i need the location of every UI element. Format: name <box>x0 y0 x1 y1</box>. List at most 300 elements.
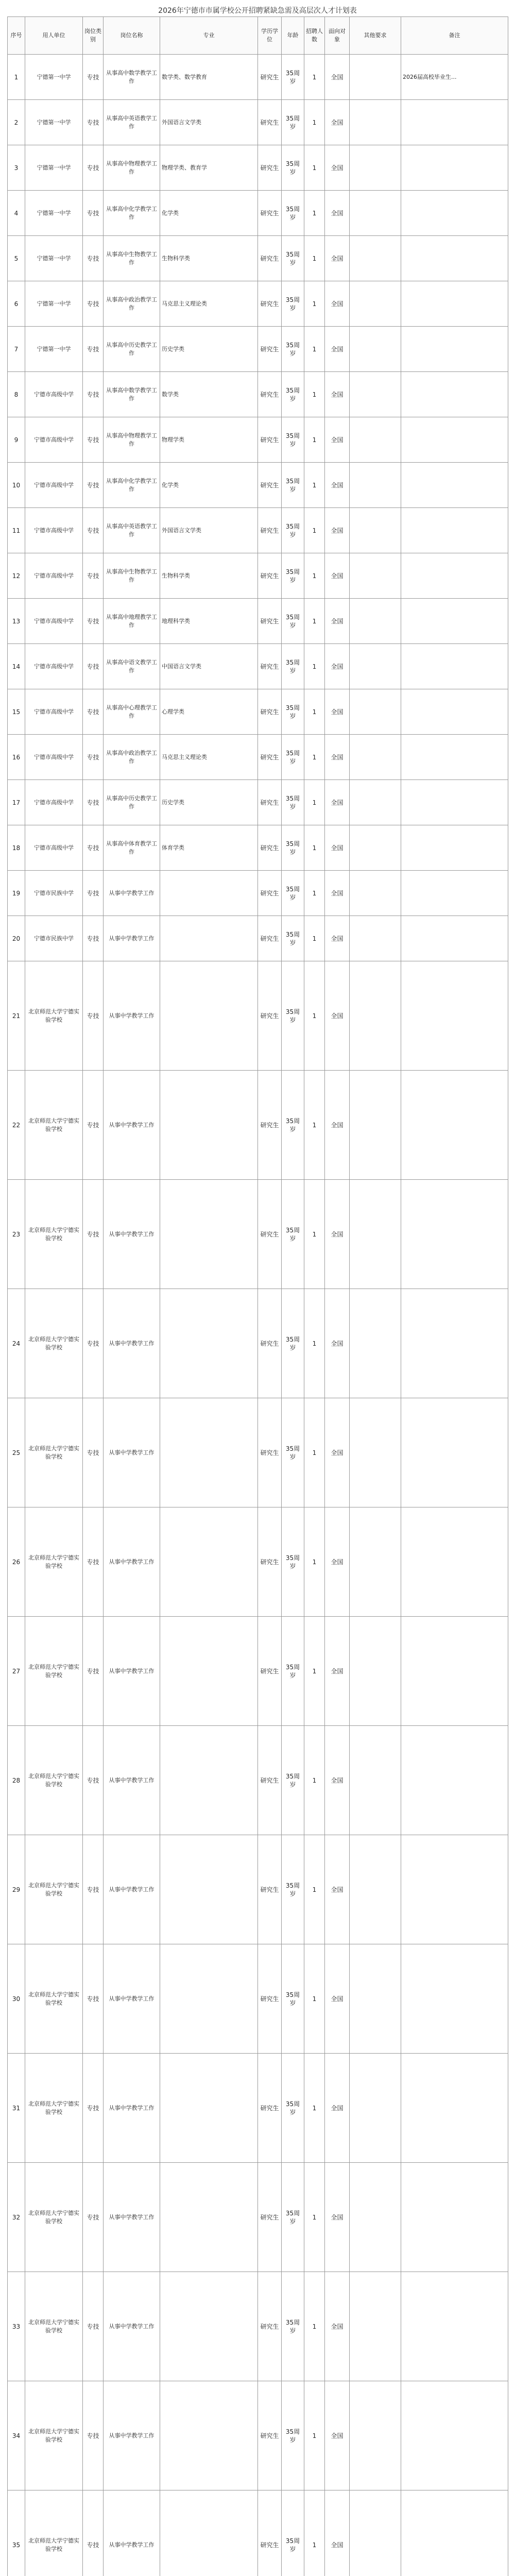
recruitment-table <box>7 16 508 2576</box>
cell-unit: 宁德市民族中学 <box>25 871 83 916</box>
cell-num: 1 <box>304 780 325 825</box>
cell-no: 23 <box>8 1180 25 1289</box>
table-row <box>8 2272 508 2381</box>
cell-num: 1 <box>304 553 325 599</box>
cell-cat: 专技 <box>83 1726 104 1835</box>
cell-note <box>401 961 508 1071</box>
cell-major <box>160 2163 258 2272</box>
cell-req <box>350 1289 401 1398</box>
cell-post: 从事中学教学工作 <box>104 1507 160 1617</box>
cell-note <box>401 1071 508 1180</box>
cell-num: 1 <box>304 689 325 735</box>
cell-cat: 专技 <box>83 599 104 644</box>
cell-major <box>160 1071 258 1180</box>
cell-unit: 宁德市民族中学 <box>25 916 83 961</box>
table-row <box>8 2054 508 2163</box>
cell-major <box>160 1507 258 1617</box>
cell-target: 全国 <box>325 508 350 553</box>
cell-major <box>160 1398 258 1507</box>
cell-edu: 研究生 <box>258 1289 282 1398</box>
cell-note <box>401 463 508 508</box>
cell-major <box>160 2381 258 2490</box>
cell-age: 35周岁 <box>282 780 304 825</box>
cell-target: 全国 <box>325 281 350 327</box>
cell-post: 从事高中英语教学工作 <box>104 508 160 553</box>
cell-age: 35周岁 <box>282 327 304 372</box>
cell-note <box>401 100 508 145</box>
table-row <box>8 2490 508 2576</box>
cell-target: 全国 <box>325 1835 350 1944</box>
cell-num: 1 <box>304 417 325 463</box>
cell-age: 35周岁 <box>282 689 304 735</box>
cell-edu: 研究生 <box>258 508 282 553</box>
cell-note <box>401 871 508 916</box>
cell-target: 全国 <box>325 780 350 825</box>
cell-age: 35周岁 <box>282 1180 304 1289</box>
cell-age: 35周岁 <box>282 2163 304 2272</box>
cell-major <box>160 1180 258 1289</box>
cell-note <box>401 1180 508 1289</box>
cell-unit: 宁德第一中学 <box>25 281 83 327</box>
header-cell: 岗位名称 <box>104 17 160 55</box>
cell-cat: 专技 <box>83 2272 104 2381</box>
table-row <box>8 1398 508 1507</box>
cell-edu: 研究生 <box>258 55 282 100</box>
cell-cat: 专技 <box>83 1835 104 1944</box>
cell-target: 全国 <box>325 599 350 644</box>
cell-unit: 北京师范大学宁德实验学校 <box>25 1617 83 1726</box>
cell-note <box>401 191 508 236</box>
cell-num: 1 <box>304 1507 325 1617</box>
cell-unit: 北京师范大学宁德实验学校 <box>25 1507 83 1617</box>
cell-cat: 专技 <box>83 825 104 871</box>
cell-major: 心理学类 <box>160 689 258 735</box>
cell-no: 19 <box>8 871 25 916</box>
table-row <box>8 327 508 372</box>
cell-req <box>350 780 401 825</box>
cell-target: 全国 <box>325 236 350 281</box>
cell-no: 21 <box>8 961 25 1071</box>
cell-cat: 专技 <box>83 100 104 145</box>
cell-age: 35周岁 <box>282 463 304 508</box>
cell-post: 从事中学教学工作 <box>104 1726 160 1835</box>
cell-note <box>401 916 508 961</box>
cell-major: 外国语言文学类 <box>160 100 258 145</box>
cell-target: 全国 <box>325 191 350 236</box>
table-row <box>8 735 508 780</box>
cell-major <box>160 871 258 916</box>
cell-num: 1 <box>304 2163 325 2272</box>
cell-unit: 北京师范大学宁德实验学校 <box>25 1289 83 1398</box>
cell-age: 35周岁 <box>282 1944 304 2054</box>
cell-major <box>160 1944 258 2054</box>
document-title: 2026年宁德市市属学校公开招聘紧缺急需及高层次人才计划表 <box>158 7 357 15</box>
cell-edu: 研究生 <box>258 372 282 417</box>
cell-age: 35周岁 <box>282 644 304 689</box>
cell-unit: 北京师范大学宁德实验学校 <box>25 1944 83 2054</box>
cell-unit: 宁德市高级中学 <box>25 780 83 825</box>
header-cell: 年龄 <box>282 17 304 55</box>
cell-cat: 专技 <box>83 372 104 417</box>
table-row <box>8 644 508 689</box>
cell-edu: 研究生 <box>258 1507 282 1617</box>
cell-target: 全国 <box>325 644 350 689</box>
cell-note <box>401 236 508 281</box>
cell-unit: 宁德第一中学 <box>25 100 83 145</box>
cell-major: 物理学类、教育学 <box>160 145 258 191</box>
cell-req <box>350 916 401 961</box>
cell-cat: 专技 <box>83 871 104 916</box>
cell-post: 从事中学教学工作 <box>104 1617 160 1726</box>
cell-major: 体育学类 <box>160 825 258 871</box>
cell-major <box>160 1289 258 1398</box>
table-row <box>8 1507 508 1617</box>
cell-edu: 研究生 <box>258 417 282 463</box>
cell-note <box>401 508 508 553</box>
table-row <box>8 689 508 735</box>
cell-num: 1 <box>304 2272 325 2381</box>
cell-post: 从事中学教学工作 <box>104 2490 160 2576</box>
cell-no: 31 <box>8 2054 25 2163</box>
cell-unit: 宁德市高级中学 <box>25 417 83 463</box>
cell-cat: 专技 <box>83 145 104 191</box>
cell-cat: 专技 <box>83 916 104 961</box>
cell-major: 马克思主义理论类 <box>160 735 258 780</box>
cell-no: 18 <box>8 825 25 871</box>
cell-edu: 研究生 <box>258 689 282 735</box>
cell-target: 全国 <box>325 55 350 100</box>
header-cell: 序号 <box>8 17 25 55</box>
header-cell: 用人单位 <box>25 17 83 55</box>
cell-req <box>350 55 401 100</box>
cell-no: 29 <box>8 1835 25 1944</box>
cell-target: 全国 <box>325 1944 350 2054</box>
cell-major: 外国语言文学类 <box>160 508 258 553</box>
cell-major <box>160 961 258 1071</box>
cell-post: 从事高中生物教学工作 <box>104 553 160 599</box>
cell-req <box>350 2163 401 2272</box>
cell-target: 全国 <box>325 1726 350 1835</box>
cell-no: 9 <box>8 417 25 463</box>
cell-edu: 研究生 <box>258 735 282 780</box>
cell-req <box>350 689 401 735</box>
cell-post: 从事高中语文教学工作 <box>104 644 160 689</box>
cell-req <box>350 145 401 191</box>
cell-target: 全国 <box>325 2163 350 2272</box>
cell-num: 1 <box>304 236 325 281</box>
header-cell: 岗位类别 <box>83 17 104 55</box>
cell-num: 1 <box>304 916 325 961</box>
cell-target: 全国 <box>325 1507 350 1617</box>
cell-edu: 研究生 <box>258 2163 282 2272</box>
cell-age: 35周岁 <box>282 236 304 281</box>
cell-cat: 专技 <box>83 1071 104 1180</box>
table-row <box>8 599 508 644</box>
cell-post: 从事高中历史教学工作 <box>104 327 160 372</box>
cell-target: 全国 <box>325 1617 350 1726</box>
cell-no: 3 <box>8 145 25 191</box>
cell-no: 17 <box>8 780 25 825</box>
cell-unit: 宁德第一中学 <box>25 145 83 191</box>
cell-no: 4 <box>8 191 25 236</box>
cell-cat: 专技 <box>83 508 104 553</box>
header-cell: 面向对象 <box>325 17 350 55</box>
cell-num: 1 <box>304 100 325 145</box>
cell-req <box>350 599 401 644</box>
cell-edu: 研究生 <box>258 644 282 689</box>
cell-edu: 研究生 <box>258 2272 282 2381</box>
cell-unit: 北京师范大学宁德实验学校 <box>25 2054 83 2163</box>
cell-post: 从事高中英语教学工作 <box>104 100 160 145</box>
cell-req <box>350 281 401 327</box>
cell-target: 全国 <box>325 372 350 417</box>
cell-edu: 研究生 <box>258 145 282 191</box>
cell-cat: 专技 <box>83 2054 104 2163</box>
table-row <box>8 191 508 236</box>
cell-edu: 研究生 <box>258 599 282 644</box>
table-row <box>8 2381 508 2490</box>
cell-note <box>401 2272 508 2381</box>
table-row <box>8 508 508 553</box>
table-row <box>8 145 508 191</box>
cell-cat: 专技 <box>83 1617 104 1726</box>
cell-req <box>350 644 401 689</box>
cell-post: 从事中学教学工作 <box>104 1289 160 1398</box>
cell-age: 35周岁 <box>282 1726 304 1835</box>
cell-post: 从事中学教学工作 <box>104 871 160 916</box>
cell-note <box>401 1289 508 1398</box>
cell-no: 28 <box>8 1726 25 1835</box>
cell-unit: 北京师范大学宁德实验学校 <box>25 1071 83 1180</box>
cell-no: 16 <box>8 735 25 780</box>
cell-cat: 专技 <box>83 735 104 780</box>
cell-post: 从事高中化学教学工作 <box>104 191 160 236</box>
cell-post: 从事中学教学工作 <box>104 1398 160 1507</box>
cell-req <box>350 961 401 1071</box>
cell-post: 从事中学教学工作 <box>104 1835 160 1944</box>
cell-age: 35周岁 <box>282 2490 304 2576</box>
cell-req <box>350 1180 401 1289</box>
cell-req <box>350 1617 401 1726</box>
cell-num: 1 <box>304 463 325 508</box>
cell-unit: 北京师范大学宁德实验学校 <box>25 1726 83 1835</box>
cell-age: 35周岁 <box>282 1398 304 1507</box>
cell-unit: 北京师范大学宁德实验学校 <box>25 961 83 1071</box>
cell-age: 35周岁 <box>282 55 304 100</box>
header-cell: 学历学位 <box>258 17 282 55</box>
cell-major: 生物科学类 <box>160 553 258 599</box>
cell-note <box>401 1507 508 1617</box>
cell-target: 全国 <box>325 825 350 871</box>
cell-note <box>401 735 508 780</box>
table-row <box>8 372 508 417</box>
cell-major <box>160 1617 258 1726</box>
cell-edu: 研究生 <box>258 1398 282 1507</box>
cell-num: 1 <box>304 961 325 1071</box>
cell-no: 7 <box>8 327 25 372</box>
cell-edu: 研究生 <box>258 191 282 236</box>
cell-post: 从事中学教学工作 <box>104 2054 160 2163</box>
cell-major <box>160 1835 258 1944</box>
cell-req <box>350 236 401 281</box>
cell-post: 从事高中地理教学工作 <box>104 599 160 644</box>
cell-req <box>350 1944 401 2054</box>
cell-edu: 研究生 <box>258 1071 282 1180</box>
cell-req <box>350 1726 401 1835</box>
cell-note: 2026届高校毕业生... <box>401 55 508 100</box>
cell-post: 从事高中化学教学工作 <box>104 463 160 508</box>
cell-edu: 研究生 <box>258 2381 282 2490</box>
cell-req <box>350 735 401 780</box>
cell-num: 1 <box>304 871 325 916</box>
cell-req <box>350 2490 401 2576</box>
cell-unit: 宁德市高级中学 <box>25 463 83 508</box>
header-cell: 备注 <box>401 17 508 55</box>
cell-major: 数学类 <box>160 372 258 417</box>
cell-target: 全国 <box>325 1071 350 1180</box>
cell-post: 从事中学教学工作 <box>104 961 160 1071</box>
cell-num: 1 <box>304 825 325 871</box>
cell-unit: 宁德第一中学 <box>25 55 83 100</box>
cell-post: 从事中学教学工作 <box>104 1071 160 1180</box>
cell-num: 1 <box>304 1617 325 1726</box>
header-cell: 专业 <box>160 17 258 55</box>
cell-target: 全国 <box>325 961 350 1071</box>
table-row <box>8 871 508 916</box>
cell-major <box>160 1726 258 1835</box>
cell-post: 从事中学教学工作 <box>104 2163 160 2272</box>
cell-note <box>401 825 508 871</box>
cell-edu: 研究生 <box>258 463 282 508</box>
cell-age: 35周岁 <box>282 735 304 780</box>
cell-num: 1 <box>304 281 325 327</box>
cell-cat: 专技 <box>83 55 104 100</box>
table-row <box>8 1726 508 1835</box>
cell-note <box>401 1835 508 1944</box>
cell-age: 35周岁 <box>282 599 304 644</box>
cell-unit: 北京师范大学宁德实验学校 <box>25 2272 83 2381</box>
cell-num: 1 <box>304 2381 325 2490</box>
cell-age: 35周岁 <box>282 1071 304 1180</box>
cell-post: 从事高中心理教学工作 <box>104 689 160 735</box>
cell-note <box>401 1944 508 2054</box>
table-row <box>8 1835 508 1944</box>
table-row <box>8 55 508 100</box>
cell-no: 32 <box>8 2163 25 2272</box>
cell-note <box>401 1726 508 1835</box>
cell-target: 全国 <box>325 463 350 508</box>
cell-no: 5 <box>8 236 25 281</box>
cell-edu: 研究生 <box>258 100 282 145</box>
cell-age: 35周岁 <box>282 871 304 916</box>
cell-unit: 宁德市高级中学 <box>25 372 83 417</box>
cell-unit: 北京师范大学宁德实验学校 <box>25 2381 83 2490</box>
cell-note <box>401 1617 508 1726</box>
cell-post: 从事中学教学工作 <box>104 1944 160 2054</box>
cell-num: 1 <box>304 644 325 689</box>
cell-req <box>350 871 401 916</box>
cell-target: 全国 <box>325 689 350 735</box>
cell-target: 全国 <box>325 2490 350 2576</box>
cell-post: 从事高中数学教学工作 <box>104 372 160 417</box>
cell-unit: 宁德市高级中学 <box>25 508 83 553</box>
cell-num: 1 <box>304 1835 325 1944</box>
cell-major <box>160 916 258 961</box>
cell-age: 35周岁 <box>282 508 304 553</box>
cell-num: 1 <box>304 2054 325 2163</box>
cell-post: 从事中学教学工作 <box>104 2381 160 2490</box>
table-row <box>8 1289 508 1398</box>
cell-note <box>401 644 508 689</box>
table-row <box>8 1617 508 1726</box>
cell-post: 从事高中物理教学工作 <box>104 417 160 463</box>
cell-unit: 宁德市高级中学 <box>25 553 83 599</box>
cell-edu: 研究生 <box>258 780 282 825</box>
cell-target: 全国 <box>325 871 350 916</box>
cell-cat: 专技 <box>83 236 104 281</box>
cell-major: 生物科学类 <box>160 236 258 281</box>
cell-target: 全国 <box>325 2272 350 2381</box>
cell-target: 全国 <box>325 417 350 463</box>
cell-note <box>401 327 508 372</box>
cell-unit: 宁德市高级中学 <box>25 689 83 735</box>
cell-edu: 研究生 <box>258 1180 282 1289</box>
cell-num: 1 <box>304 599 325 644</box>
table-row <box>8 100 508 145</box>
table-row <box>8 236 508 281</box>
cell-num: 1 <box>304 1726 325 1835</box>
cell-age: 35周岁 <box>282 145 304 191</box>
cell-unit: 宁德市高级中学 <box>25 644 83 689</box>
table-row <box>8 1071 508 1180</box>
cell-note <box>401 689 508 735</box>
cell-no: 2 <box>8 100 25 145</box>
cell-cat: 专技 <box>83 463 104 508</box>
cell-edu: 研究生 <box>258 2490 282 2576</box>
cell-major: 历史学类 <box>160 780 258 825</box>
cell-cat: 专技 <box>83 417 104 463</box>
cell-note <box>401 2054 508 2163</box>
cell-no: 35 <box>8 2490 25 2576</box>
cell-age: 35周岁 <box>282 553 304 599</box>
cell-post: 从事高中政治教学工作 <box>104 735 160 780</box>
cell-post: 从事高中政治教学工作 <box>104 281 160 327</box>
cell-unit: 宁德市高级中学 <box>25 735 83 780</box>
table-row <box>8 825 508 871</box>
cell-no: 20 <box>8 916 25 961</box>
table-row <box>8 1944 508 2054</box>
cell-target: 全国 <box>325 2054 350 2163</box>
cell-num: 1 <box>304 2490 325 2576</box>
cell-unit: 宁德第一中学 <box>25 327 83 372</box>
cell-note <box>401 1398 508 1507</box>
cell-unit: 宁德第一中学 <box>25 236 83 281</box>
cell-edu: 研究生 <box>258 825 282 871</box>
cell-no: 11 <box>8 508 25 553</box>
cell-edu: 研究生 <box>258 916 282 961</box>
cell-req <box>350 1835 401 1944</box>
cell-major: 化学类 <box>160 463 258 508</box>
cell-target: 全国 <box>325 735 350 780</box>
cell-req <box>350 1398 401 1507</box>
cell-target: 全国 <box>325 1398 350 1507</box>
cell-major <box>160 2490 258 2576</box>
cell-no: 6 <box>8 281 25 327</box>
cell-note <box>401 145 508 191</box>
cell-unit: 宁德市高级中学 <box>25 599 83 644</box>
cell-post: 从事中学教学工作 <box>104 1180 160 1289</box>
cell-post: 从事高中历史教学工作 <box>104 780 160 825</box>
